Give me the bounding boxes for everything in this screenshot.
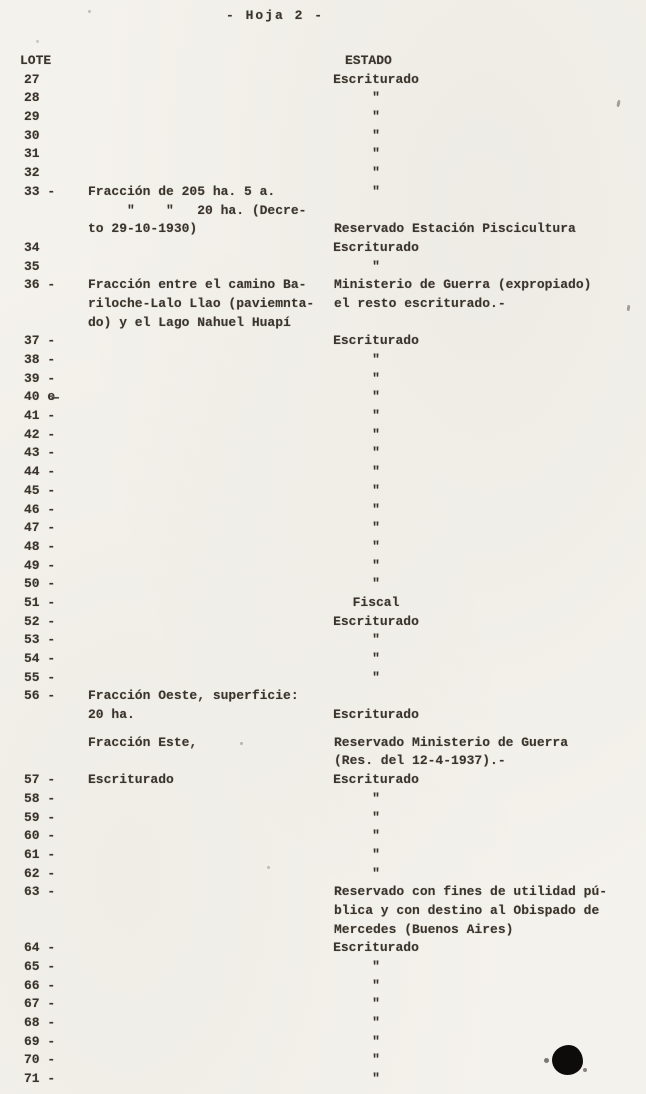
lote-cell: 32 [24, 165, 40, 181]
lote-cell: 42 - [24, 426, 56, 442]
description-cell [88, 370, 326, 389]
lote-cell: 37 - [24, 333, 56, 349]
description-cell [88, 164, 326, 183]
description-cell [88, 790, 326, 809]
estado-value: " [372, 109, 380, 125]
estado-cell [326, 734, 646, 753]
description-cell [88, 482, 326, 501]
table-row [0, 1033, 646, 1052]
estado-cell [326, 89, 646, 108]
estado-value: Reservado Estación Piscicultura [334, 221, 576, 237]
lote-cell: 41 - [24, 408, 56, 424]
estado-value: Escriturado [333, 772, 419, 788]
lote-cell: 29 [24, 109, 40, 125]
estado-cell [326, 669, 646, 688]
lote-cell: 70 - [24, 1052, 56, 1068]
estado-value: " [372, 790, 380, 806]
lote-cell: 56 - [24, 688, 56, 704]
estado-cell [326, 145, 646, 164]
table-row [0, 108, 646, 127]
table-row [0, 939, 646, 958]
estado-cell [326, 127, 646, 146]
lote-cell: 60 - [24, 828, 56, 844]
estado-value: " [372, 996, 380, 1012]
description-cell [88, 995, 326, 1014]
lote-cell: 31 [24, 146, 40, 162]
description-cell [88, 1033, 326, 1052]
table-row [0, 734, 646, 753]
table-row [0, 501, 646, 520]
description-cell: do) y el Lago Nahuel Huapí [88, 314, 291, 330]
estado-cell [326, 687, 646, 706]
description-cell [88, 463, 326, 482]
estado-value: (Res. del 12-4-1937).- [334, 753, 506, 769]
table-row [0, 183, 646, 202]
estado-cell [326, 771, 646, 790]
estado-value: blica y con destino al Obispado de [334, 902, 600, 918]
estado-value: " [372, 501, 380, 517]
description-cell: Escriturado [88, 772, 174, 788]
lote-cell [0, 921, 88, 940]
table-row [0, 883, 646, 902]
lote-cell: 45 - [24, 482, 56, 498]
table-row [0, 127, 646, 146]
estado-value: " [372, 632, 380, 648]
lote-cell: 50 - [24, 576, 56, 592]
estado-cell [326, 314, 646, 333]
table-row [0, 995, 646, 1014]
table-row [0, 351, 646, 370]
table-row [0, 71, 646, 90]
description-cell [88, 977, 326, 996]
lote-cell: 53 - [24, 632, 56, 648]
table-row [0, 426, 646, 445]
table-row [0, 202, 646, 221]
description-cell: 20 ha. [88, 707, 135, 723]
lote-cell: 57 - [24, 772, 56, 788]
lote-cell: 39 - [24, 370, 56, 386]
estado-cell [326, 902, 646, 921]
table-row [0, 276, 646, 295]
table-row [0, 1070, 646, 1089]
lote-cell: 59 - [24, 809, 56, 825]
estado-value: " [372, 538, 380, 554]
estado-value: " [372, 669, 380, 685]
lote-cell: 71 - [24, 1071, 56, 1087]
description-cell [88, 332, 326, 351]
description-cell [88, 108, 326, 127]
lote-cell: 49 - [24, 557, 56, 573]
table-row [0, 669, 646, 688]
table-row [0, 164, 646, 183]
lote-cell: 43 - [24, 445, 56, 461]
estado-value: " [372, 846, 380, 862]
table-row [0, 1051, 646, 1070]
description-cell [88, 1051, 326, 1070]
table-row [0, 790, 646, 809]
table-row [0, 482, 646, 501]
description-cell: to 29-10-1930) [88, 221, 198, 237]
description-cell [88, 809, 326, 828]
estado-cell [326, 276, 646, 295]
estado-cell [326, 108, 646, 127]
description-cell: riloche-Lalo Llao (paviemnta- [88, 295, 315, 311]
estado-cell [326, 444, 646, 463]
lote-cell [0, 902, 88, 921]
estado-value: " [372, 90, 380, 106]
lote-cell [0, 734, 88, 753]
column-header-estado: ESTADO [345, 53, 392, 68]
estado-cell [326, 220, 646, 239]
estado-cell [326, 1051, 646, 1070]
description-cell [88, 239, 326, 258]
table-row [0, 1014, 646, 1033]
table-row [0, 631, 646, 650]
estado-value: " [372, 127, 380, 143]
table-row [0, 706, 646, 725]
description-cell: Fracción de 205 ha. 5 a. [88, 183, 276, 199]
estado-value: " [372, 865, 380, 881]
estado-cell [326, 631, 646, 650]
estado-value: el resto escriturado.- [334, 295, 506, 311]
estado-cell [326, 575, 646, 594]
estado-value: " [372, 445, 380, 461]
lote-cell: 46 - [24, 501, 56, 517]
table-row [0, 519, 646, 538]
table-row [0, 407, 646, 426]
lote-cell: 64 - [24, 940, 56, 956]
description-cell [88, 827, 326, 846]
table-row [0, 921, 646, 940]
estado-cell [326, 557, 646, 576]
estado-value: " [372, 352, 380, 367]
estado-value: " [372, 408, 380, 424]
description-cell [88, 127, 326, 146]
estado-cell [326, 407, 646, 426]
estado-value: Escriturado [333, 940, 419, 956]
estado-value: " [372, 1015, 380, 1031]
estado-value: " [372, 464, 380, 480]
estado-value: " [372, 482, 380, 498]
estado-cell [326, 538, 646, 557]
description-cell [88, 921, 326, 940]
estado-cell [326, 809, 646, 828]
table-row [0, 314, 646, 333]
table-body [0, 71, 646, 1089]
table-row [0, 958, 646, 977]
description-cell [88, 846, 326, 865]
lote-cell [0, 706, 88, 725]
description-cell [88, 426, 326, 445]
column-header-spacer [88, 52, 326, 71]
estado-value: " [372, 146, 380, 162]
description-cell [88, 444, 326, 463]
lote-cell: 67 - [24, 996, 56, 1012]
estado-value: " [372, 651, 380, 666]
description-cell [88, 538, 326, 557]
estado-value: Escriturado [333, 613, 419, 629]
lote-cell: 55 - [24, 669, 56, 685]
table-row [0, 557, 646, 576]
lote-cell: 54 - [24, 651, 56, 666]
estado-cell [326, 482, 646, 501]
description-cell [88, 865, 326, 884]
lote-cell: 52 - [24, 613, 56, 629]
estado-cell [326, 295, 646, 314]
estado-cell [326, 1070, 646, 1089]
lote-cell: 68 - [24, 1015, 56, 1031]
description-cell: Fracción Este, [88, 734, 198, 750]
table-row [0, 332, 646, 351]
description-cell [88, 575, 326, 594]
estado-cell [326, 865, 646, 884]
description-cell [88, 631, 326, 650]
table-row [0, 388, 646, 407]
table-row [0, 145, 646, 164]
table-row [0, 538, 646, 557]
description-cell [88, 407, 326, 426]
lote-cell: 51 - [24, 594, 56, 610]
estado-cell [326, 463, 646, 482]
estado-cell [326, 426, 646, 445]
description-cell [88, 883, 326, 902]
lote-cell [0, 220, 88, 239]
estado-value: " [372, 370, 380, 386]
table-header [0, 52, 646, 71]
table-row [0, 865, 646, 884]
lote-cell [0, 295, 88, 314]
estado-value: Escriturado [333, 71, 419, 87]
lote-cell: 35 [24, 258, 40, 274]
estado-value: " [372, 520, 380, 536]
lote-cell: 62 - [24, 865, 56, 881]
table-row [0, 220, 646, 239]
lote-cell: 28 [24, 90, 40, 106]
estado-value: " [372, 389, 380, 405]
description-cell [88, 669, 326, 688]
estado-cell [326, 958, 646, 977]
lote-cell: 30 [24, 127, 40, 143]
description-cell [88, 1014, 326, 1033]
lote-cell: 69 - [24, 1033, 56, 1049]
estado-cell [326, 164, 646, 183]
description-cell: " " 20 ha. (Decre- [88, 202, 307, 218]
table-row [0, 575, 646, 594]
estado-cell [326, 519, 646, 538]
lote-cell: 58 - [24, 790, 56, 806]
description-cell [88, 958, 326, 977]
estado-value: Mercedes (Buenos Aires) [334, 921, 514, 937]
estado-cell [326, 995, 646, 1014]
table-row [0, 650, 646, 669]
description-cell [88, 258, 326, 277]
estado-cell [326, 939, 646, 958]
table-row [0, 444, 646, 463]
description-cell [88, 594, 326, 613]
table-row [0, 295, 646, 314]
table-row [0, 902, 646, 921]
table-row [0, 370, 646, 389]
estado-cell [326, 332, 646, 351]
table-row [0, 827, 646, 846]
estado-cell [326, 846, 646, 865]
estado-cell [326, 351, 646, 370]
table-row [0, 846, 646, 865]
lote-cell: 48 - [24, 538, 56, 554]
estado-cell [326, 239, 646, 258]
description-cell [88, 902, 326, 921]
estado-value: Escriturado [333, 239, 419, 255]
lote-cell: 36 - [24, 277, 56, 293]
lote-cell: 44 - [24, 464, 56, 480]
estado-value: " [372, 1033, 380, 1049]
estado-value: " [372, 828, 380, 844]
table-row [0, 687, 646, 706]
estado-cell [326, 71, 646, 90]
estado-value: " [372, 426, 380, 442]
estado-value: Reservado con fines de utilidad pú- [334, 884, 608, 900]
lote-cell: 65 - [24, 959, 56, 974]
lote-cell [0, 202, 88, 221]
estado-cell [326, 370, 646, 389]
lote-cell [0, 314, 88, 333]
estado-value: Escriturado [333, 333, 419, 349]
description-cell [88, 557, 326, 576]
description-cell: Fracción entre el camino Ba- [88, 277, 307, 293]
ink-blot [552, 1045, 583, 1075]
estado-cell [326, 1014, 646, 1033]
table-row [0, 613, 646, 632]
estado-cell [326, 594, 646, 613]
estado-cell [326, 613, 646, 632]
estado-value: Reservado Ministerio de Guerra [334, 734, 569, 750]
estado-cell [326, 258, 646, 277]
description-cell [88, 145, 326, 164]
estado-value: " [372, 1071, 380, 1087]
lote-cell: 34 [24, 239, 40, 255]
page-title: - Hoja 2 - [226, 8, 325, 23]
estado-cell [326, 706, 646, 725]
paper-speck [36, 40, 39, 43]
estado-value: " [372, 809, 380, 825]
estado-value: " [372, 576, 380, 592]
table-row [0, 258, 646, 277]
estado-cell [326, 1033, 646, 1052]
description-cell [88, 1070, 326, 1089]
description-cell [88, 613, 326, 632]
table-row [0, 977, 646, 996]
lote-cell: 33 - [24, 183, 56, 199]
estado-cell [326, 883, 646, 902]
description-cell [88, 388, 326, 407]
table-row [0, 594, 646, 613]
column-header-lote: LOTE [20, 53, 52, 68]
description-cell: Fracción Oeste, superficie: [88, 688, 299, 704]
lote-cell: 38 - [24, 352, 56, 367]
estado-value: " [372, 959, 380, 974]
estado-value: Fiscal [352, 594, 400, 610]
paper-speck [88, 10, 91, 13]
estado-value: " [372, 977, 380, 993]
paper-speck [240, 742, 243, 745]
estado-cell [326, 650, 646, 669]
description-cell [88, 351, 326, 370]
estado-cell [326, 921, 646, 940]
estado-cell [326, 752, 646, 771]
estado-cell [326, 388, 646, 407]
description-cell [88, 501, 326, 520]
description-cell [88, 519, 326, 538]
lote-cell: 61 - [24, 846, 56, 862]
estado-value: Escriturado [333, 707, 419, 723]
table-row [0, 809, 646, 828]
table-row [0, 771, 646, 790]
lote-cell: 47 - [24, 520, 56, 536]
description-cell [88, 650, 326, 669]
description-cell [88, 939, 326, 958]
description-cell [88, 71, 326, 90]
lote-cell: 27 [24, 71, 40, 87]
estado-value: " [372, 258, 380, 274]
table-row [0, 89, 646, 108]
description-cell [88, 752, 326, 771]
estado-value: " [372, 165, 380, 181]
estado-cell [326, 202, 646, 221]
lote-cell: 40 e̶ [24, 389, 56, 405]
lote-cell: 63 - [24, 884, 56, 900]
estado-cell [326, 501, 646, 520]
estado-value: " [372, 183, 380, 199]
estado-cell [326, 183, 646, 202]
estado-cell [326, 977, 646, 996]
table-row [0, 463, 646, 482]
estado-cell [326, 827, 646, 846]
table-row [0, 239, 646, 258]
table-row [0, 752, 646, 771]
estado-cell [326, 790, 646, 809]
description-cell [88, 89, 326, 108]
paper-speck [267, 866, 270, 869]
estado-value: " [372, 557, 380, 573]
lote-cell [0, 752, 88, 771]
estado-value: Ministerio de Guerra (expropiado) [334, 277, 592, 293]
estado-value: " [372, 1052, 380, 1068]
lote-cell: 66 - [24, 977, 56, 993]
